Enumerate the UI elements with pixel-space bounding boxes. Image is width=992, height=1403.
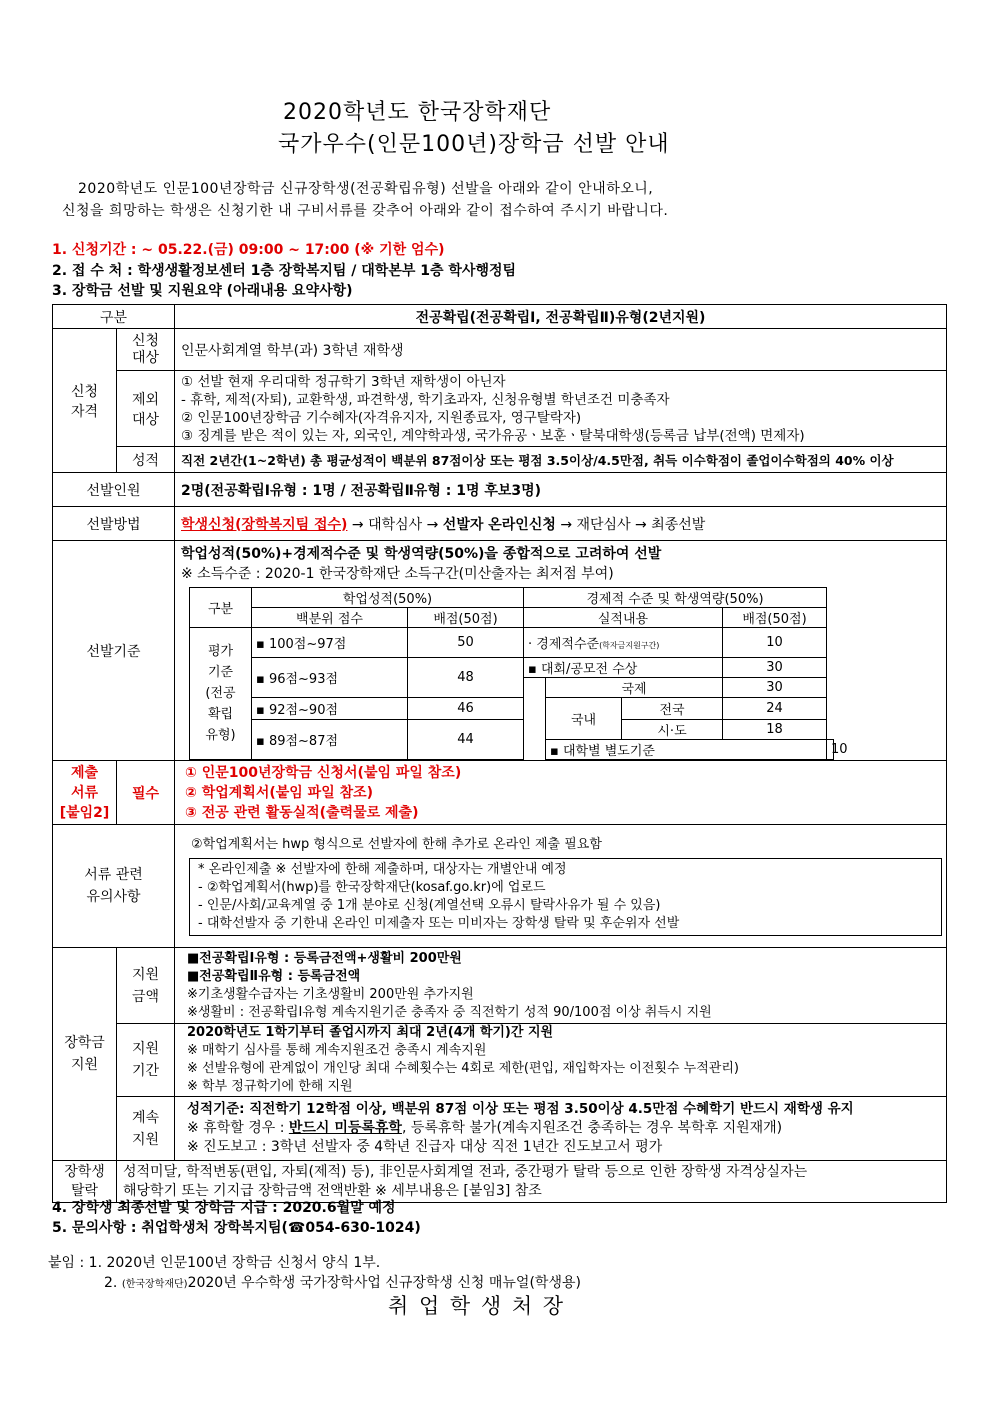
continue-label: 계속 지원: [117, 1097, 175, 1161]
attachment-2: 2. (한국장학재단)2020년 우수학생 국가장학사업 신규장학생 신청 매뉴얼(학생용): [104, 1275, 581, 1291]
qualification-label: 신청 자격: [53, 329, 117, 473]
support-label: 장학금 지원: [53, 948, 117, 1161]
criteria-label: 선발기준: [53, 541, 175, 761]
criteria-income: ※ 소득수준 : 2020-1 한국장학재단 소득구간(미산출자는 최저점 부여): [181, 566, 614, 582]
amount-list: ■전공확립Ⅰ유형 : 등록금전액+생활비 200만원 ■전공확립Ⅱ유형 : 등록금전액 ※기초생활수급자는 기초생활비 200만원 추가지원 ※생활비 : 전공확립Ⅰ유형 계속지원기준 충족자 중 직전학기 성적 90/100점 이상 취득시 지원: [175, 948, 947, 1024]
intro-line1: 2020학년도 인문100년장학금 신규장학생(전공확립유형) 선발을 아래와 같이 안내하오니,: [78, 181, 654, 197]
item-summary: 3. 장학금 선발 및 지원요약 (아래내용 요약사항): [52, 283, 353, 299]
exclusion-list: ① 선발 현재 우리대학 정규학기 3학년 재학생이 아닌자 - 휴학, 제적(자퇴), 교환학생, 파견학생, 학기초과자, 신청유형별 학년조건 미충족자 ② 인문100년장학금 기수혜자(자격유지자, 지원종료자, 영구탈락자) ③ 징계를 받은 적이 있는 자, 외국인, 계약학과생, 국가유공ㆍ보훈ㆍ탈북대학생(등록금 납부(전액) 면제자): [175, 371, 947, 447]
notes-cell: [175, 825, 947, 948]
continue-list: 성적기준: 직전학기 12학점 이상, 백분위 87점 이상 또는 평점 3.50이상 4.5만점 수혜학기 반드시 재학생 유지 ※ 휴학할 경우 : 반드시 미등록휴학, 등록휴학 불가(계속지원조건 충족하는 경우 복학후 지원재개) ※ 진도보고 : 3학년 선발자 중 4학년 진급자 대상 직전 1년간 진도보고서 평가: [175, 1097, 947, 1161]
apply-target-label: 신청 대상: [117, 329, 175, 371]
period-label: 지원 기간: [117, 1024, 175, 1097]
attachment-1: 붙임 : 1. 2020년 인문100년 장학금 신청서 양식 1부.: [48, 1255, 381, 1271]
period-list: 2020학년도 1학기부터 졸업시까지 최대 2년(4개 학기)간 지원 ※ 매학기 심사를 통해 계속지원조건 충족시 계속지원 ※ 선발유형에 관계없이 개인당 최대 수혜횟수는 4회로 제한(편입, 재입학자는 이전횟수 누적관리) ※ 학부 정규학기에 한해 지원: [175, 1024, 947, 1097]
item-final: 4. 장학생 최종선발 및 장학금 지급 : 2020.6월말 예정: [52, 1200, 396, 1216]
title-line1: 2020학년도 한국장학재단: [283, 100, 552, 125]
grade-criteria: 직전 2년간(1~2학년) 총 평균성적이 백분위 87점이상 또는 평점 3.5이상/4.5만점, 취득 이수학점이 졸업이수학점의 40% 이상: [175, 447, 947, 473]
amount-label: 지원 금액: [117, 948, 175, 1024]
item-period: 1. 신청기간 : ~ 05.22.(금) 09:00 ~ 17:00 (※ 기한 엄수): [52, 242, 445, 258]
exclusion-label: 제외 대상: [117, 371, 175, 447]
title-line2: 국가우수(인문100년)장학금 선발 안내: [278, 132, 670, 157]
criteria-main: 학업성적(50%)+경제적수준 및 학생역량(50%)을 종합적으로 고려하여 선발: [181, 546, 662, 562]
count-label: 선발인원: [53, 473, 175, 507]
apply-target: 인문사회계열 학부(과) 3학년 재학생: [175, 329, 947, 371]
docs-required: 필수: [117, 761, 175, 825]
header-gubun: 구분: [53, 305, 175, 329]
docs-label: 제출 서류 [붙임2]: [53, 761, 117, 825]
selection-method: 학생신청(장학복지팀 접수) → 대학심사 → 선발자 온라인신청 → 재단심사 → 최종선발: [175, 507, 947, 541]
drop-text: 성적미달, 학적변동(편입, 자퇴(제적) 등), 非인문사회계열 전과, 중간평가 탈락 등으로 인한 장학생 자격상실자는 해당학기 또는 기지급 장학금액 전액반환 ※ 세부내용은 [붙임3] 참조: [117, 1161, 947, 1203]
notes-label: 서류 관련 유의사항: [53, 825, 175, 948]
selection-count: 2명(전공확립Ⅰ유형 : 1명 / 전공확립Ⅱ유형 : 1명 후보3명): [175, 473, 947, 507]
drop-label: 장학생 탈락: [53, 1161, 117, 1203]
docs-list: ① 인문100년장학금 신청서(붙임 파일 참조) ② 학업계획서(붙임 파일 참조) ③ 전공 관련 활동실적(출력물로 제출): [175, 761, 947, 825]
grade-label: 성적: [117, 447, 175, 473]
criteria-inner-table: 구분 학업성적(50%) 경제적 수준 및 학생역량(50%) 백분위 점수 배점(50점) 실적내용 배점(50점) 평가 기준 (전공 확립 유형) ▪ 100점~97점 50 · 경제적수준(학자금지원구간) 10 ▪ 96점~93점 48 ▪ 대회/공모전 수상 30 국제 30 ▪ 92점~90점 46 국내 전국 24 ▪ 89점~87점 44 시·도 18 ▪ 대학별 별도기준 10: [189, 587, 834, 760]
criteria-cell: [175, 541, 947, 761]
signature: 취 업 학 생 처 장: [388, 1294, 566, 1318]
notes-line: ②학업계획서는 hwp 형식으로 선발자에 한해 추가로 온라인 제출 필요함: [191, 837, 602, 852]
method-label: 선발방법: [53, 507, 175, 541]
item-place: 2. 접 수 처 : 학생생활정보센터 1층 장학복지팀 / 대학본부 1층 학사행정팀: [52, 263, 517, 279]
summary-table: [52, 304, 947, 1203]
header-type: 전공확립(전공확립Ⅰ, 전공확립Ⅱ)유형(2년지원): [175, 305, 947, 329]
item-contact: 5. 문의사항 : 취업학생처 장학복지팀(☎054-630-1024): [52, 1220, 421, 1236]
notes-box: * 온라인제출 ※ 선발자에 한해 제출하며, 대상자는 개별안내 예정 - ②학업계획서(hwp)를 한국장학재단(kosaf.go.kr)에 업로드 - 인문/사회/교육계열 중 1개 분야로 신청(계열선택 오류시 탈락사유가 될 수 있음) - 대학선발자 중 기한내 온라인 미제출자 또는 미비자는 장학생 탈락 및 후순위자 선발: [189, 858, 942, 936]
intro-line2: 신청을 희망하는 학생은 신청기한 내 구비서류를 갖추어 아래와 같이 접수하여 주시기 바랍니다.: [62, 203, 669, 219]
